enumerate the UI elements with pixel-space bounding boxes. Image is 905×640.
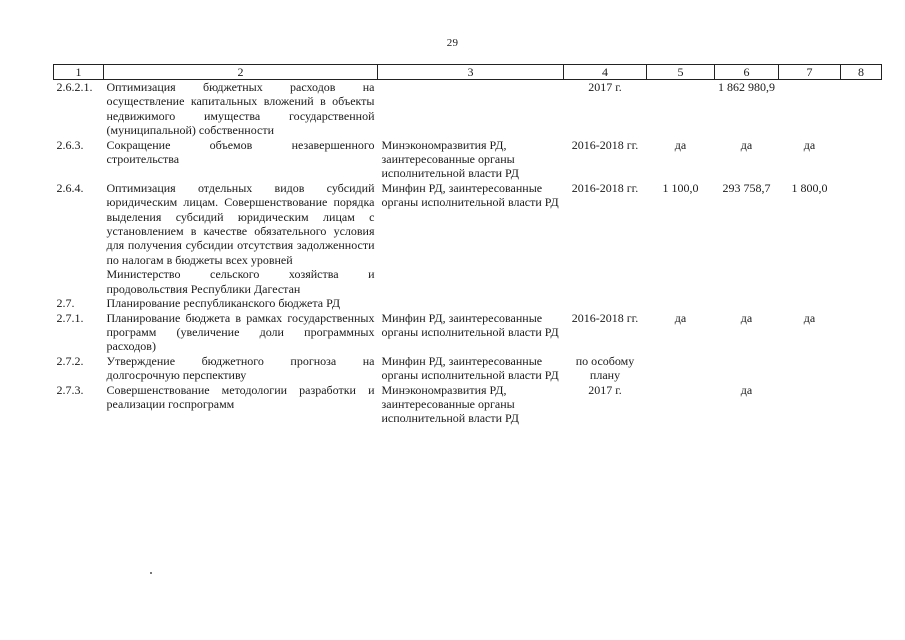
- column-header: 8: [841, 65, 882, 80]
- item-number: [54, 267, 104, 296]
- table-row: [54, 296, 882, 310]
- table-row: [54, 354, 882, 383]
- item-col8: [841, 181, 882, 267]
- item-description: Оптимизация бюджетных расходов на осуществление капитальных вложений в объекты недвижимого имущества государственной (муниципальной) собственности: [106, 80, 375, 138]
- table-row: [54, 383, 882, 426]
- item-responsible: [378, 267, 564, 296]
- item-responsible: Минфин РД, заинтересованные органы исполнительной власти РД: [381, 180, 559, 210]
- column-header: 5: [647, 65, 715, 80]
- item-period: по особому плану: [575, 353, 635, 383]
- item-col7: [779, 354, 841, 383]
- item-description: Оптимизация отдельных видов субсидий юридическим лицам. Совершенствование порядка выделения субсидий юридическим лицам с установлением в качестве обязательного условия для получения субсидии отсутствия задолженности по налогам в бюджеты всех уровней: [106, 180, 375, 267]
- column-header: 7: [779, 65, 841, 80]
- item-period: 2017 г.: [588, 80, 622, 94]
- item-period: 2016-2018 гг.: [571, 180, 639, 195]
- table-row: [54, 267, 882, 296]
- item-col7: [779, 267, 841, 296]
- item-period: [564, 296, 647, 310]
- column-header: 1: [54, 65, 104, 80]
- item-col5: [647, 267, 715, 296]
- item-number: 2.6.2.1.: [56, 80, 93, 94]
- item-col5: [647, 80, 715, 138]
- table-header: [54, 65, 882, 80]
- item-number: 2.6.4.: [56, 180, 84, 195]
- item-responsible: Минфин РД, заинтересованные органы исполнительной власти РД: [381, 353, 559, 383]
- item-col8: [841, 267, 882, 296]
- column-header: 4: [564, 65, 647, 80]
- item-col7: [779, 296, 841, 310]
- item-period: 2016-2018 гг.: [571, 310, 639, 325]
- item-period: 2017 г.: [588, 382, 622, 397]
- item-responsible: [378, 80, 564, 138]
- item-col5: да: [674, 310, 687, 325]
- column-header: 6: [715, 65, 779, 80]
- item-col5: [647, 354, 715, 383]
- item-col8: [841, 383, 882, 426]
- item-col6: [715, 296, 779, 310]
- item-description: Министерство сельского хозяйства и продовольствия Республики Дагестан: [106, 267, 375, 296]
- item-col8: [841, 80, 882, 138]
- item-number: 2.7.1.: [56, 310, 84, 325]
- item-period: 2016-2018 гг.: [571, 137, 639, 152]
- item-period: [564, 267, 647, 296]
- item-description: Утверждение бюджетного прогноза на долгосрочную перспективу: [106, 353, 375, 383]
- item-col6: да: [740, 382, 753, 397]
- item-col7: [779, 80, 841, 138]
- table-row: [54, 80, 882, 138]
- item-number: 2.7.3.: [56, 382, 84, 397]
- item-col8: [841, 296, 882, 310]
- item-number: 2.6.3.: [56, 137, 84, 152]
- item-responsible: Минфин РД, заинтересованные органы исполнительной власти РД: [381, 310, 559, 339]
- plan-table: [53, 64, 882, 426]
- item-col5: [647, 383, 715, 426]
- table-row: [54, 311, 882, 354]
- item-col7: да: [803, 137, 816, 152]
- item-col7: [779, 383, 841, 426]
- item-responsible: Минэкономразвития РД, заинтересованные органы исполнительной власти РД: [381, 137, 519, 181]
- section-title: Планирование республиканского бюджета РД: [106, 296, 341, 311]
- table-row: [54, 138, 882, 181]
- item-col5: 1 100,0: [662, 180, 699, 195]
- item-description: Совершенствование методологии разработки и реализации госпрограмм: [106, 382, 375, 411]
- item-col5: да: [674, 137, 687, 152]
- item-col7: да: [803, 310, 816, 325]
- column-header: 3: [378, 65, 564, 80]
- page-number: 29: [446, 37, 459, 49]
- item-col6: 1 862 980,9: [718, 80, 775, 94]
- item-col8: [841, 138, 882, 181]
- item-col6: да: [740, 310, 753, 325]
- item-col7: 1 800,0: [791, 180, 828, 195]
- item-col6: [715, 267, 779, 296]
- item-col5: [647, 296, 715, 310]
- table-row: [54, 181, 882, 267]
- item-description: Планирование бюджета в рамках государственных программ (увеличение доли программных расходов): [106, 310, 375, 354]
- section-number: 2.7.: [56, 296, 75, 311]
- item-number: 2.7.2.: [56, 353, 84, 368]
- item-col6: да: [740, 137, 753, 152]
- item-col6: 293 758,7: [722, 180, 771, 195]
- item-responsible: [378, 296, 564, 310]
- item-col8: [841, 354, 882, 383]
- scan-speck: [150, 572, 152, 574]
- column-header: 2: [104, 65, 378, 80]
- item-col8: [841, 311, 882, 354]
- item-description: Сокращение объемов незавершенного строительства: [106, 137, 375, 167]
- item-col6: [715, 354, 779, 383]
- item-responsible: Минэкономразвития РД, заинтересованные органы исполнительной власти РД: [381, 382, 519, 426]
